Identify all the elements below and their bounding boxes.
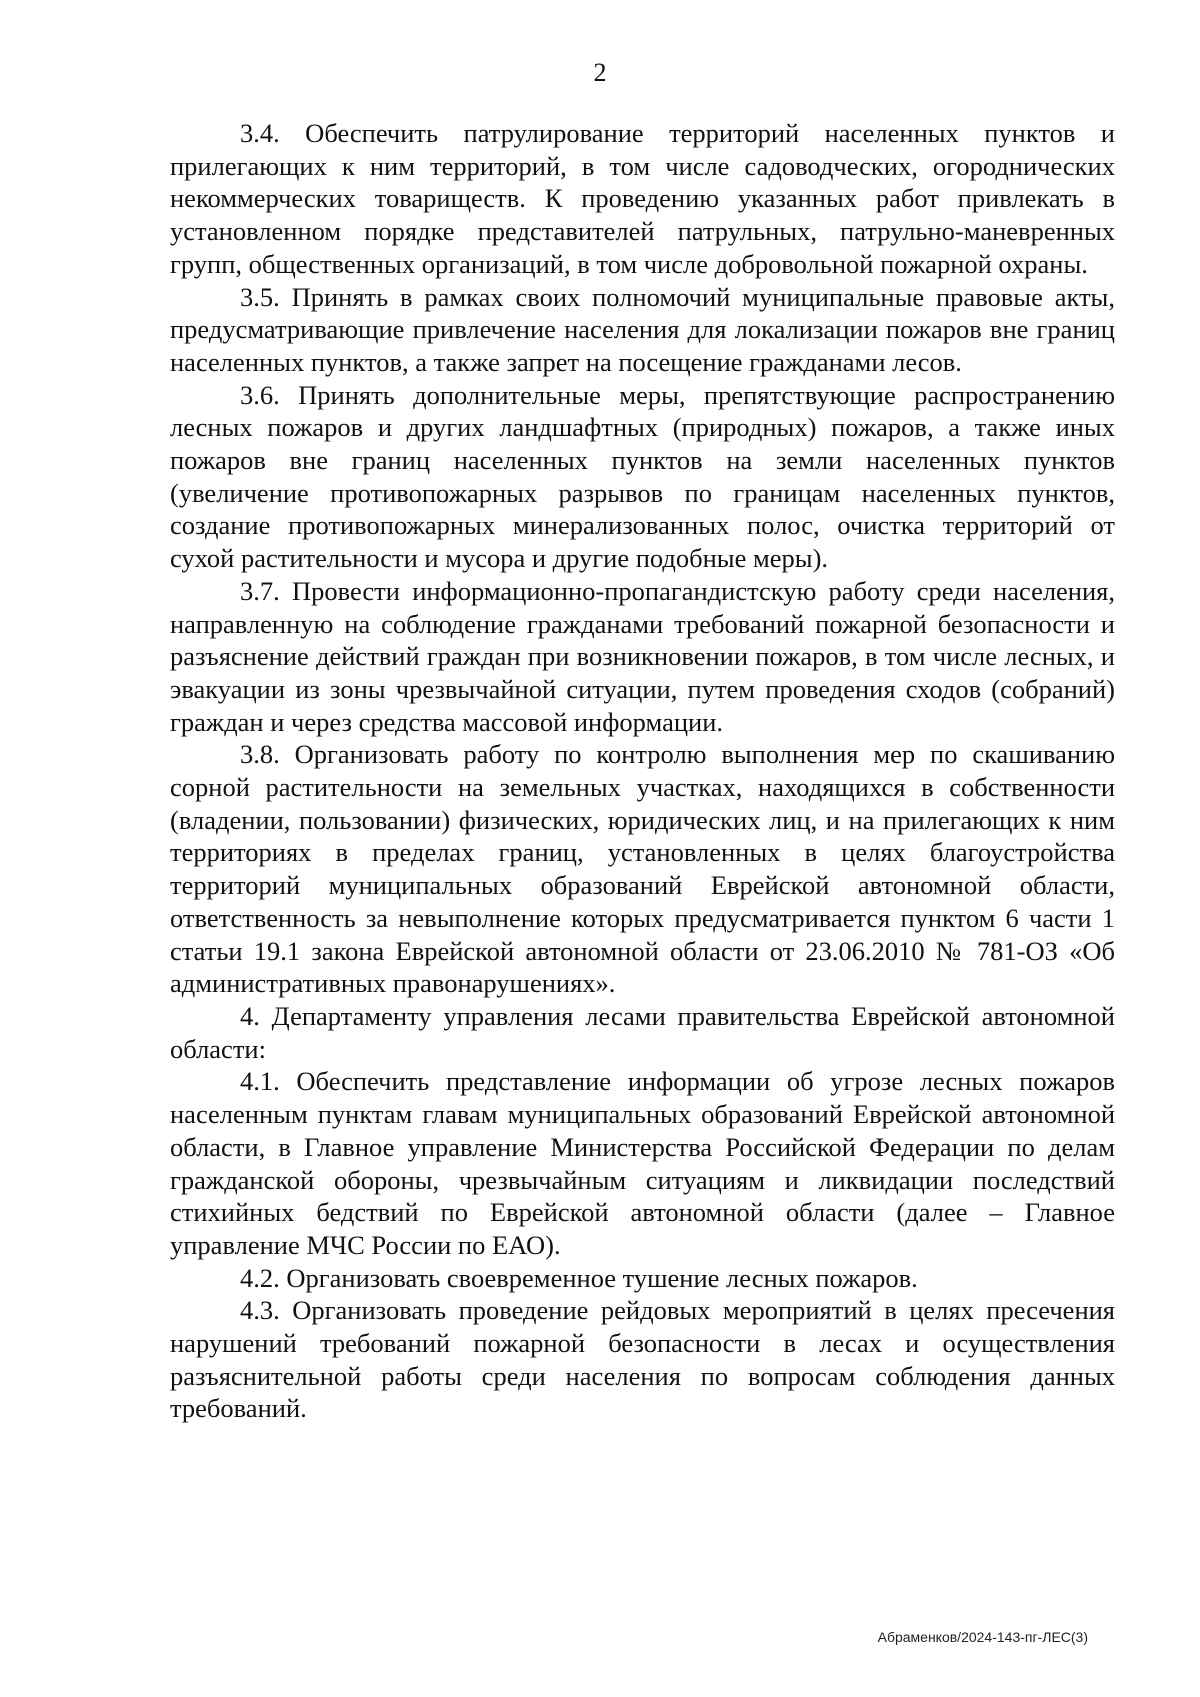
paragraph-3-8: 3.8. Организовать работу по контролю выполнения мер по скашиванию сорной растительности на земельных участках, находящихся в собственности (владении, пользовании) физических, юридических лиц, и на прилегающих к ним территориях в пределах границ, установленных в целях благоустройства территорий муниципальных образований Еврейской автономной области, ответственность за невыполнение которых предусматривается пунктом 6 части 1 статьи 19.1 закона Еврейской автономной области от 23.06.2010 № 781-ОЗ «Об административных правонарушениях».: [170, 739, 1115, 999]
document-body: [170, 117, 1115, 1425]
paragraph-4: 4. Департаменту управления лесами правительства Еврейской автономной области:: [170, 1000, 1115, 1064]
paragraph-3-7: 3.7. Провести информационно-пропагандистскую работу среди населения, направленную на соблюдение гражданами требований пожарной безопасности и разъяснение действий граждан при возникновении пожаров, в том числе лесных, и эвакуации из зоны чрезвычайной ситуации, путем проведения сходов (собраний) граждан и через средства массовой информации.: [170, 575, 1115, 737]
paragraph-4-3: 4.3. Организовать проведение рейдовых мероприятий в целях пресечения нарушений требований пожарной безопасности в лесах и осуществления разъяснительной работы среди населения по вопросам соблюдения данных требований.: [170, 1295, 1115, 1424]
paragraph-3-6: 3.6. Принять дополнительные меры, препятствующие распространению лесных пожаров и других ландшафтных (природных) пожаров, а также иных пожаров вне границ населенных пунктов на земли населенных пунктов (увеличение противопожарных разрывов по границам населенных пунктов, создание противопожарных минерализованных полос, очистка территорий от сухой растительности и мусора и другие подобные меры).: [170, 379, 1115, 574]
paragraph-3-5: 3.5. Принять в рамках своих полномочий муниципальные правовые акты, предусматривающие привлечение населения для локализации пожаров вне границ населенных пунктов, а также запрет на посещение гражданами лесов.: [170, 281, 1115, 377]
document-reference-footer: Абраменков/2024-143-пг-ЛЕС(3): [877, 1629, 1088, 1645]
paragraph-4-1: 4.1. Обеспечить представление информации об угрозе лесных пожаров населенным пунктам главам муниципальных образований Еврейской автономной области, в Главное управление Министерства Российской Федерации по делам гражданской обороны, чрезвычайным ситуациям и ликвидации последствий стихийных бедствий по Еврейской автономной области (далее – Главное управление МЧС России по ЕАО).: [170, 1066, 1115, 1260]
paragraph-3-4: 3.4. Обеспечить патрулирование территорий населенных пунктов и прилегающих к ним территорий, в том числе садоводческих, огороднических некоммерческих товариществ. К проведению указанных работ привлекать в установленном порядке представителей патрульных, патрульно-маневренных групп, общественных организаций, в том числе добровольной пожарной охраны.: [170, 118, 1115, 279]
paragraph-4-2: 4.2. Организовать своевременное тушение лесных пожаров.: [240, 1262, 918, 1293]
page-number: 2: [593, 58, 607, 87]
